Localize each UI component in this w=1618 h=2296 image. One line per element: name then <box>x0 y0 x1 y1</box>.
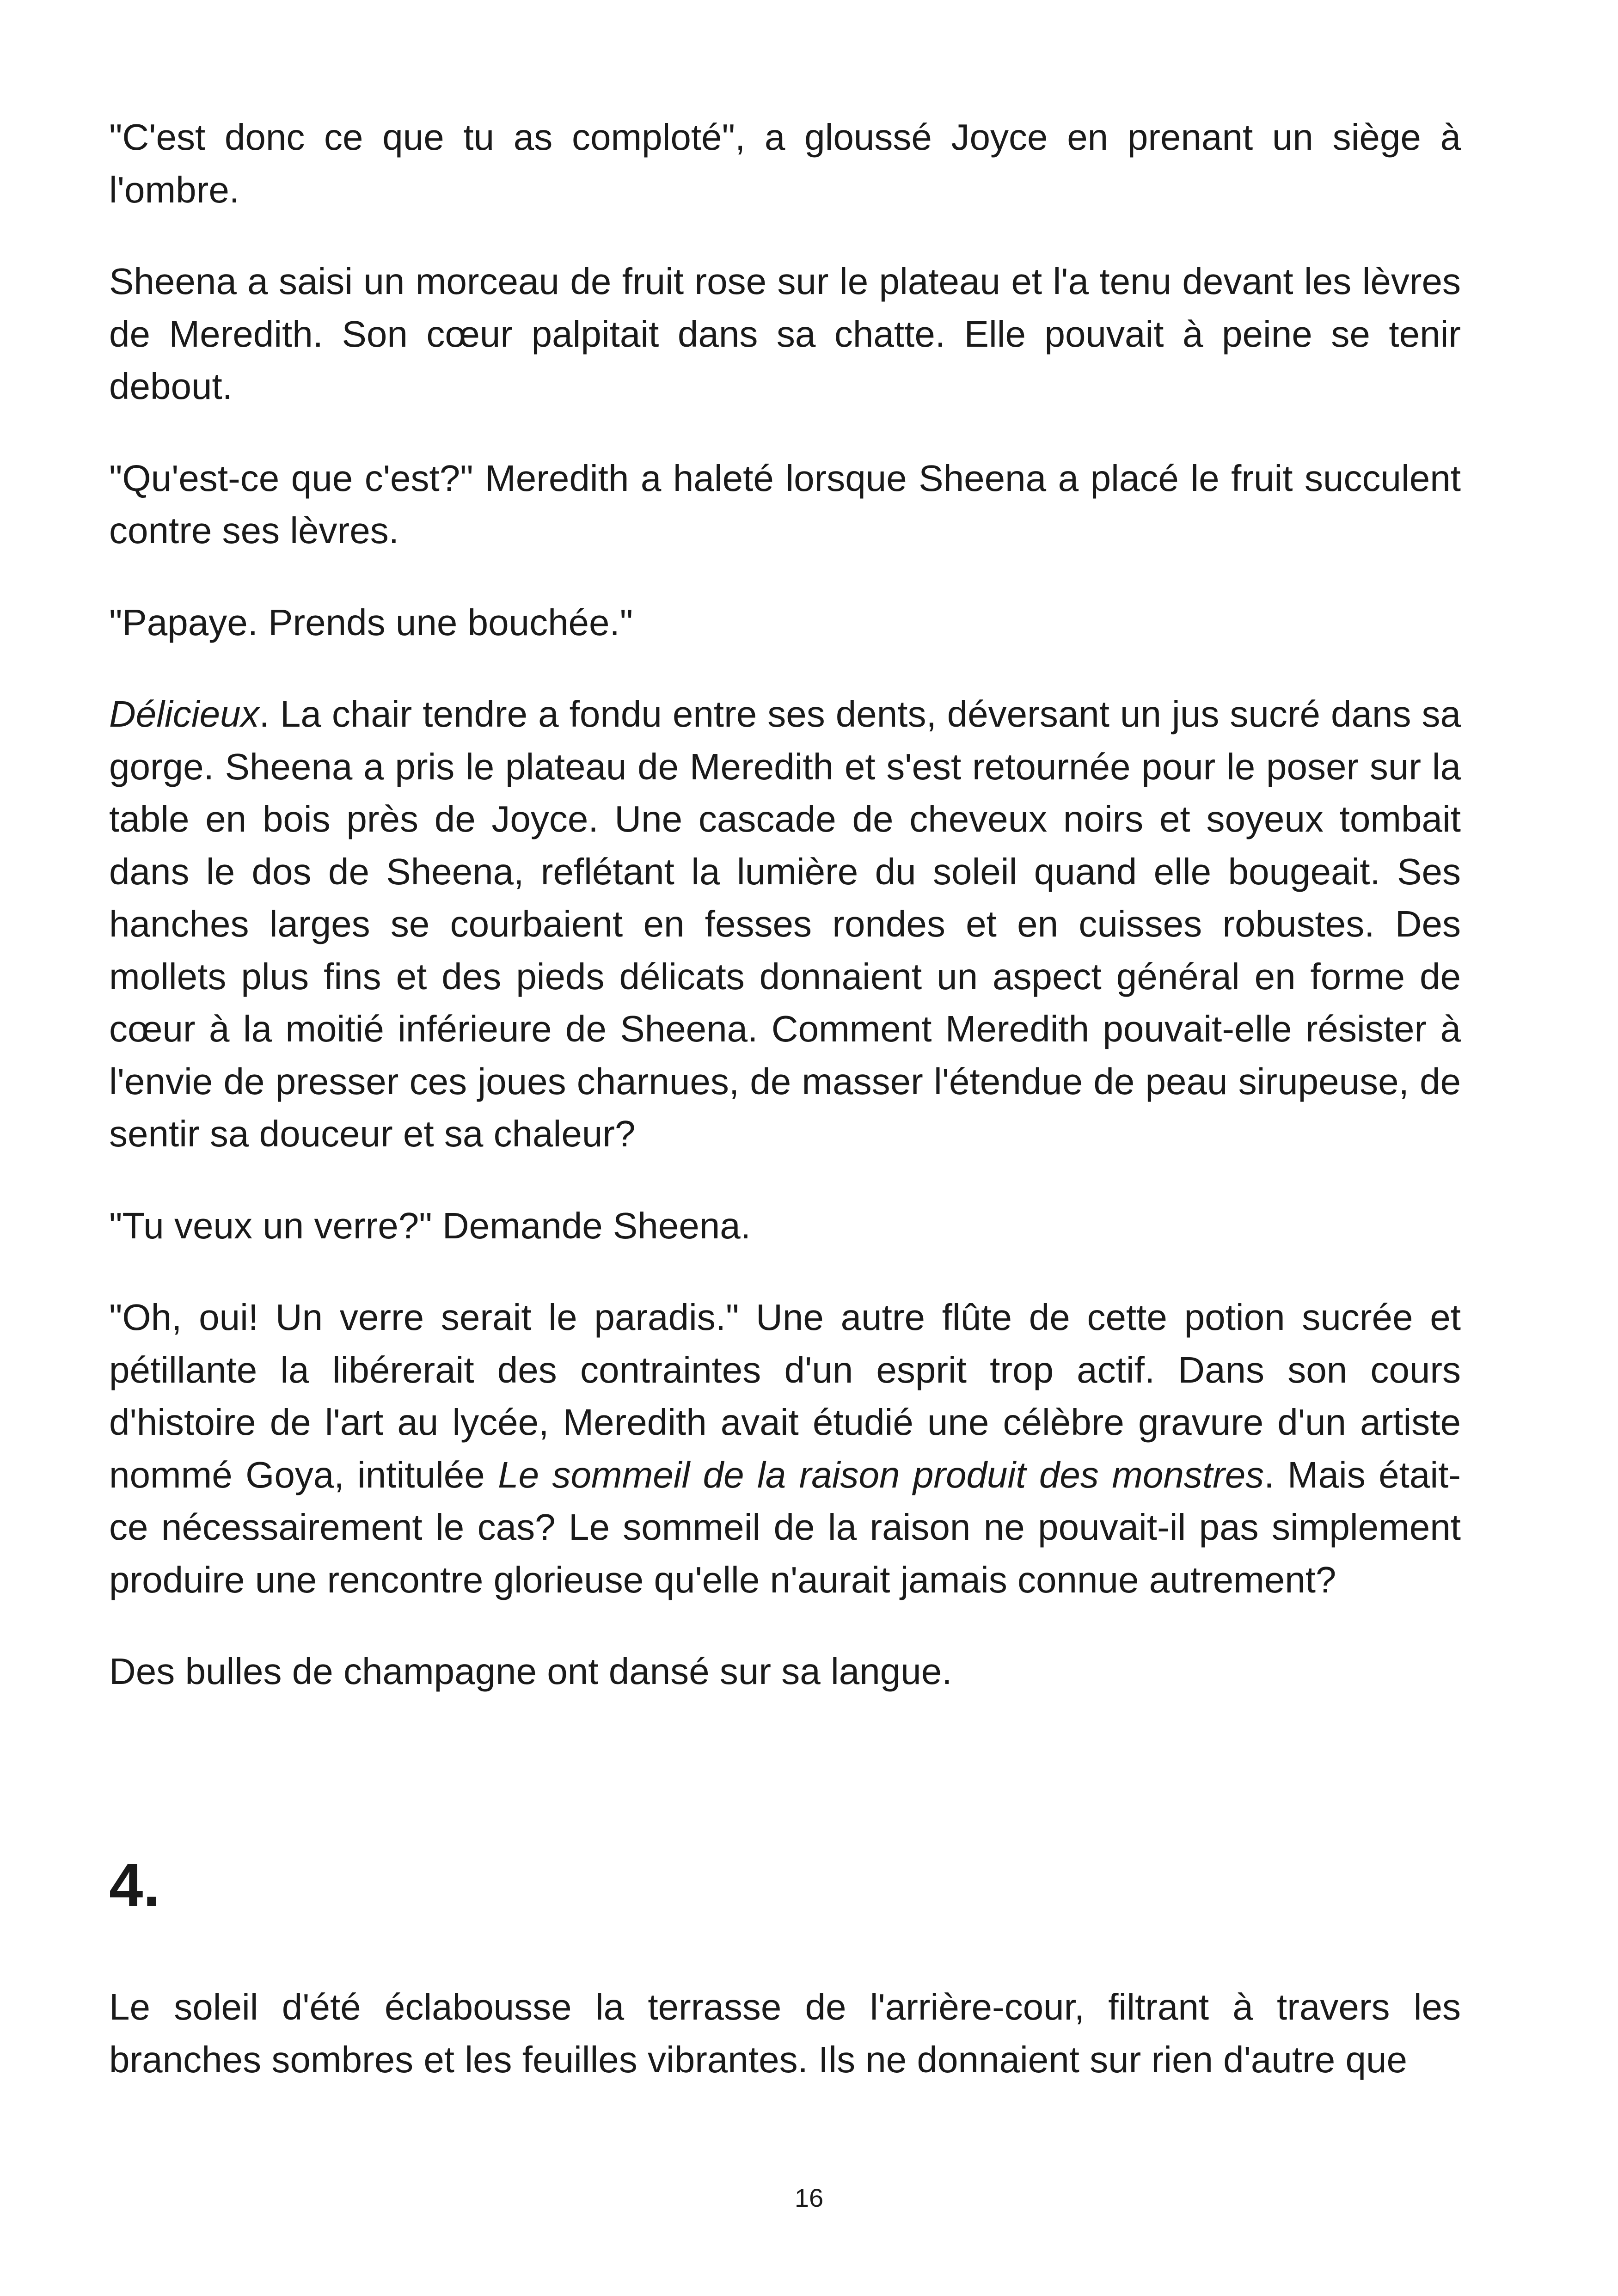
page-number: 16 <box>794 2183 824 2212</box>
paragraph-text: . La chair tendre a fondu entre ses dents, déversant un jus sucré dans sa gorge. Sheena a pris le plateau de Meredith et s'est retournée pour le poser sur la table en bois près de Joyce. Une cascade de cheveux noirs et soyeux tombait dans le dos de Sheena, reflétant la lumière du soleil quand elle bougeait. Ses hanches larges se courbaient en fesses rondes et en cuisses robustes. Des mollets plus fins et des pieds délicats donnaient un aspect général en forme de cœur à la moitié inférieure de Sheena. Comment Meredith pouvait-elle résister à l'envie de presser ces joues charnues, de masser l'étendue de peau sirupeuse, de sentir sa douceur et sa chaleur? <box>109 693 1461 1154</box>
chapter-body <box>109 1981 1461 2086</box>
paragraph: "C'est donc ce que tu as comploté", a gloussé Joyce en prenant un siège à l'ombre. <box>109 116 1461 210</box>
paragraph: Sheena a saisi un morceau de fruit rose sur le plateau et l'a tenu devant les lèvres de Meredith. Son cœur palpitait dans sa chatte. Elle pouvait à peine se tenir debout. <box>109 261 1461 407</box>
paragraph-text: "Oh, oui! Un verre serait le paradis." Une autre flûte de cette potion sucrée et pétillante la libérerait des contraintes d'un esprit trop actif. Dans son cours d'histoire de l'art au lycée, Meredith avait étudié une célèbre gravure d'un artiste nommé Goya, intitulée <box>109 1297 1461 1495</box>
paragraph: Des bulles de champagne ont dansé sur sa langue. <box>109 1651 952 1692</box>
page-body <box>109 111 1461 1698</box>
paragraph-text: . Mais était-ce nécessairement le cas? Le sommeil de la raison ne pouvait-il pas simplement produire une rencontre glorieuse qu'elle n'aurait jamais connue autrement? <box>109 1454 1461 1600</box>
italic-word: Délicieux <box>109 693 259 735</box>
chapter-opening-paragraph: Le soleil d'été éclabousse la terrasse de l'arrière-cour, filtrant à travers les branches sombres et les feuilles vibrantes. Ils ne donnaient sur rien d'autre que <box>109 1986 1461 2080</box>
paragraph: "Papaye. Prends une bouchée." <box>109 601 633 643</box>
artwork-title: Le sommeil de la raison produit des monstres <box>498 1454 1264 1495</box>
paragraph <box>109 688 1461 1160</box>
paragraph: "Tu veux un verre?" Demande Sheena. <box>109 1205 751 1246</box>
paragraph <box>109 1291 1461 1606</box>
chapter-heading: 4. <box>109 1851 160 1919</box>
paragraph: "Qu'est-ce que c'est?" Meredith a haleté lorsque Sheena a placé le fruit succulent contre ses lèvres. <box>109 457 1461 551</box>
